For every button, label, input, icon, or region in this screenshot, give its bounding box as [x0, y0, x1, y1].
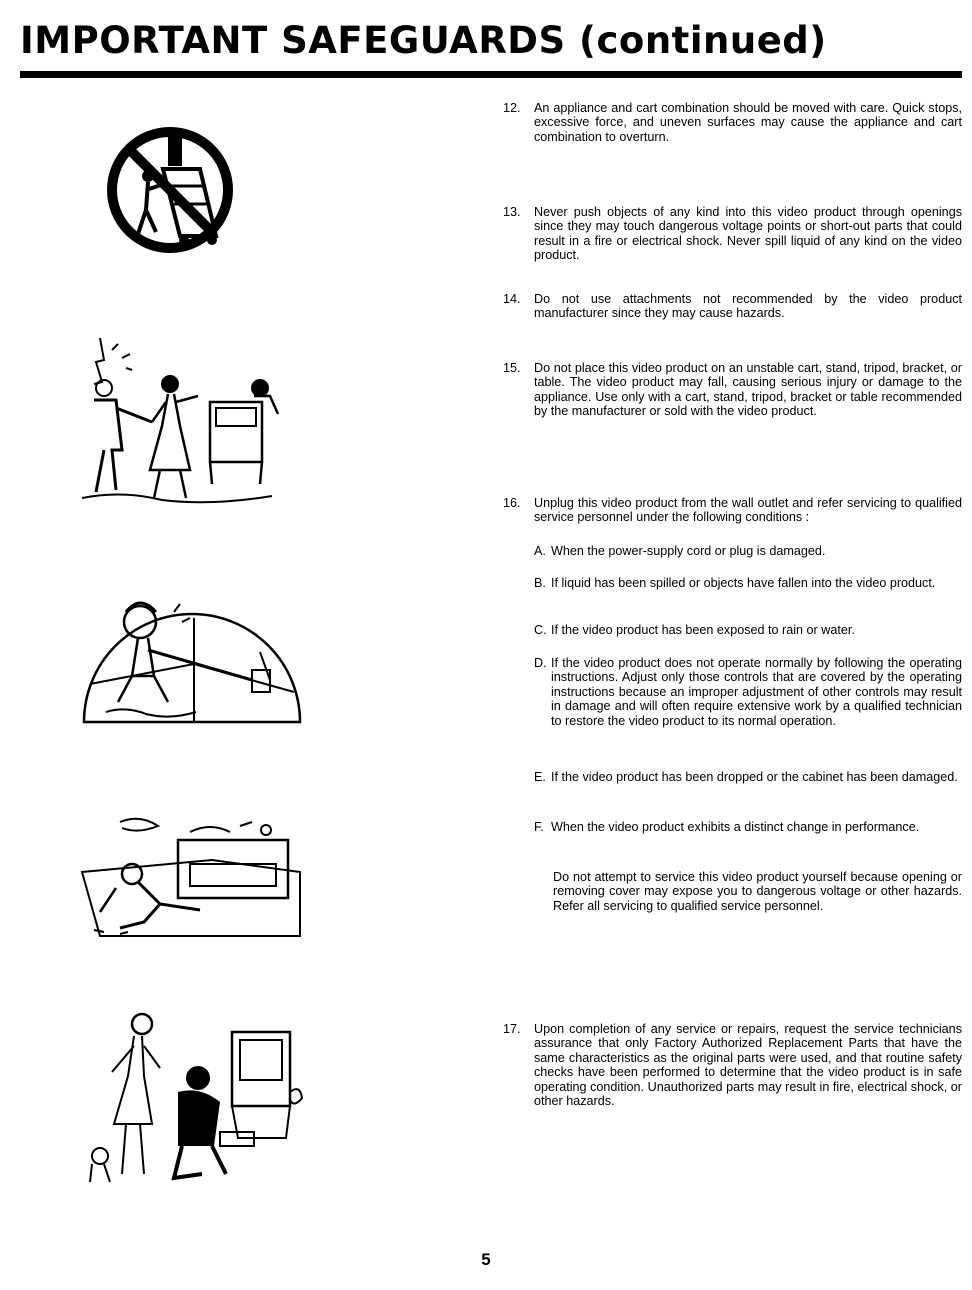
- safeguard-item-14: [503, 292, 962, 321]
- condition-f: [534, 820, 962, 834]
- condition-b: [534, 576, 962, 590]
- item-text: Never push objects of any kind into this video product through openings since they may touch dangerous voltage points or short-out parts that could result in a fire or electrical shock. Never spill liquid of any kind on the video product.: [534, 205, 962, 263]
- cart-tip-over-warning-icon: [108, 124, 248, 254]
- page-title: IMPORTANT SAFEGUARDS (continued): [20, 19, 827, 62]
- condition-letter: D.: [534, 656, 547, 670]
- condition-text: When the power-supply cord or plug is damaged.: [551, 544, 826, 558]
- item-number: 12.: [503, 101, 521, 115]
- safeguard-item-13: [503, 205, 962, 263]
- item-number: 13.: [503, 205, 521, 219]
- safeguard-item-15: [503, 361, 962, 419]
- condition-text: If the video product has been dropped or the cabinet has been damaged.: [551, 770, 958, 784]
- item-number: 14.: [503, 292, 521, 306]
- condition-a: [534, 544, 962, 558]
- condition-e: [534, 770, 962, 784]
- stove-hazard-illustration: [80, 812, 305, 942]
- condition-text: If the video product has been exposed to rain or water.: [551, 623, 855, 637]
- condition-text: If the video product does not operate normally by following the operating instructions. Adjust only those controls that are covered by the operating instructions because an improper adjustment of other controls may result in damage and will often require extensive work by a qualified technician to restore the video product to its normal operation.: [551, 656, 962, 728]
- condition-text: If liquid has been spilled or objects have fallen into the video product.: [551, 576, 936, 590]
- item-text: An appliance and cart combination should be moved with care. Quick stops, excessive force, and uneven surfaces may cause the appliance and cart combination to overturn.: [534, 101, 962, 144]
- item-text: Do not use attachments not recommended by the video product manufacturer since they may cause hazards.: [534, 292, 962, 321]
- item-text: Do not place this video product on an unstable cart, stand, tripod, bracket, or table. The video product may fall, causing serious injury or damage to the appliance. Use only with a cart, stand, tripod, bracket or table recommended by the manufacturer or sold with the video product.: [534, 361, 962, 419]
- item-text: Unplug this video product from the wall outlet and refer servicing to qualified service personnel under the following conditions :: [534, 496, 962, 525]
- condition-d: [534, 656, 962, 728]
- condition-letter: F.: [534, 820, 544, 834]
- page-number: 5: [481, 1250, 491, 1269]
- item-number: 17.: [503, 1022, 521, 1036]
- condition-c: [534, 623, 962, 637]
- safeguard-item-16: [503, 496, 962, 525]
- condition-letter: C.: [534, 623, 547, 637]
- service-technician-illustration: [82, 1006, 307, 1184]
- condition-letter: E.: [534, 770, 546, 784]
- item-text: Upon completion of any service or repairs, request the service technicians assurance that only Factory Authorized Replacement Parts that have the same characteristics as the original parts were used, and that routine safety checks have been performed to determine that the video product is in safe operating condition. Unauthorized parts may result in fire, electrical shock, or other hazards.: [534, 1022, 962, 1109]
- condition-letter: A.: [534, 544, 546, 558]
- safeguard-item-12: [503, 101, 962, 144]
- item-number: 16.: [503, 496, 521, 510]
- electric-shock-illustration: [82, 330, 292, 505]
- wall-outlet-spill-illustration: [82, 572, 302, 727]
- safeguard-item-17: [503, 1022, 962, 1108]
- item-number: 15.: [503, 361, 521, 375]
- condition-letter: B.: [534, 576, 546, 590]
- condition-text: When the video product exhibits a distinct change in performance.: [551, 820, 920, 834]
- service-note: Do not attempt to service this video product yourself because opening or removing cover may expose you to dangerous voltage or other hazards. Refer all servicing to qualified service personnel.: [553, 870, 962, 913]
- title-rule: [20, 71, 962, 78]
